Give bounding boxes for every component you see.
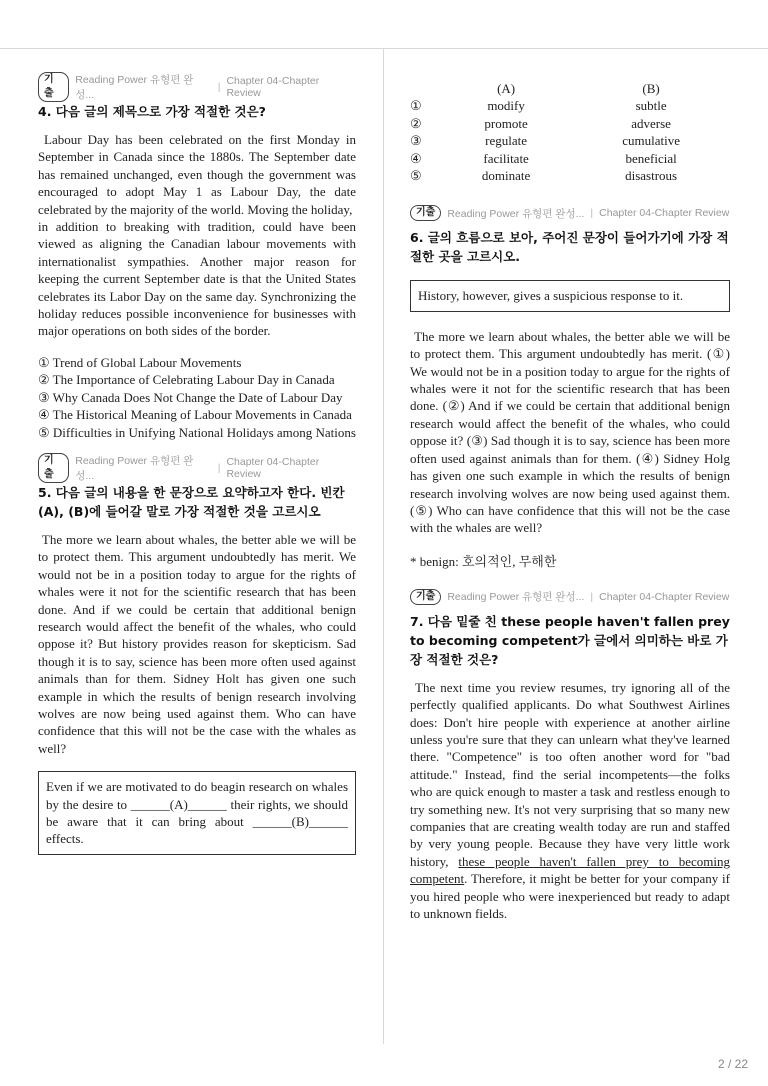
given-sentence-box: History, however, gives a suspicious response to it.	[410, 280, 730, 311]
choice-number: ③	[410, 133, 422, 149]
source-tag	[410, 588, 730, 606]
question-4	[38, 74, 357, 441]
passage	[38, 531, 356, 757]
choice-b: subtle	[635, 98, 667, 114]
passage	[38, 131, 356, 340]
right-column	[410, 78, 730, 936]
chapter-label: Chapter 04-Chapter Review	[599, 207, 730, 220]
column-a-header: (A)	[497, 81, 516, 96]
choice-a: regulate	[485, 133, 528, 149]
question-6	[410, 204, 730, 569]
option-5[interactable]: ⑤ Difficulties in Unifying National Holidays among Nations	[38, 424, 356, 440]
choice-row[interactable]	[410, 150, 730, 167]
chapter-label: Chapter 04-Chapter Review	[599, 590, 730, 603]
chapter-label: Chapter 04-Chapter Review	[226, 455, 320, 480]
source-tag	[38, 74, 356, 101]
passage	[410, 328, 730, 537]
passage-text-cont: in addition to breaking with tradition, could have been viewed as aligning the Canadian labour movements with internationalist sympathies. Another major reason for keeping the current September date is that the United States celebrates its Labor Day on the same day. Synchronizing the holiday reduces possible inconvenience for businesses with major operations on both sides of the border.	[38, 219, 356, 339]
column-b-header: (B)	[642, 81, 660, 96]
choice-b: disastrous	[625, 168, 678, 184]
choice-a: facilitate	[483, 150, 529, 166]
column-divider	[383, 49, 384, 1044]
passage	[410, 679, 730, 923]
source-label: Reading Power 유형편 완성...	[447, 207, 585, 220]
option-1[interactable]: ① Trend of Global Labour Movements	[38, 354, 242, 370]
tag-separator: |	[590, 207, 594, 220]
choice-row[interactable]	[410, 132, 730, 149]
source-label: Reading Power 유형편 완성...	[75, 74, 194, 101]
question-title: 7. 다음 밑줄 친 these people haven't fallen prey to becoming competent가 글에서 의미하는 바로 가장 적절한 것은?	[410, 613, 730, 667]
exam-badge: 기출	[410, 205, 441, 221]
choice-number: ④	[410, 150, 422, 166]
choice-row[interactable]	[410, 167, 730, 184]
choice-b: beneficial	[625, 150, 677, 166]
passage-text: The next time you review resumes, try ignoring all of the perfectly qualified applicants. Do what Southwest Airlines does: Don't hire people with experience at another airline unless you're sure that they can unlearn what they've learned there. "Competence" is too often another word for "bad attitude." Instead, find the serial incompetents—the folks who are quick enough to master a task and restless enough to try something new. It's not very surprising that so many new companies that are creating wealth today are run and staffed by very young people. Because they have very little work history,	[410, 679, 731, 869]
underlined-phrase: these people haven't fallen prey to becoming competent	[410, 853, 730, 887]
tag-separator: |	[590, 590, 594, 603]
passage-text: Labour Day has been celebrated on the first Monday in September in Canada since the 1880s. The September date has remained unchanged, even though the government was encouraged to adopt May 1 as Labour Day, the date celebrated by the majority of the world. Moving the holiday,	[38, 132, 357, 217]
summary-box: Even if we are motivated to do beagin research on whales by the desire to ______(A)______ their rights, we should be aware that it can bring about ______(B)______ effects.	[38, 771, 356, 855]
option-4[interactable]: ④ The Historical Meaning of Labour Movements in Canada	[38, 407, 352, 423]
vocab-note: * benign: 호의적인, 무해한	[410, 553, 557, 569]
question-5-choices	[410, 80, 730, 184]
choice-table	[410, 80, 730, 184]
header-rule	[0, 48, 768, 49]
choice-b: adverse	[631, 115, 671, 131]
choice-a: promote	[484, 115, 528, 131]
source-tag	[410, 204, 730, 222]
exam-badge: 기출	[38, 453, 69, 483]
choice-number: ⑤	[410, 168, 422, 184]
page-number: 2 / 22	[717, 1057, 748, 1071]
passage-text: The more we learn about whales, the better able we will be to protect them. This argument undoubtedly has merit. (①) We would not be in a position today to argue for the rights of whales were it not for the scientific research that has been done. (②) And if we could be certain that additional benign research would affect the benefit of the whales, who could oppose it? (③) Sad though it is to say, science has been more often used against animals than for them. (④) Sidney Holg has given one such example in which the results of benign research involving wolves are now being used against them. (⑤) Who can have confidence that this will not be the case with the whales are well?	[410, 328, 730, 536]
choice-a: dominate	[481, 168, 531, 184]
question-7	[410, 588, 730, 923]
question-title: 5. 다음 글의 내용을 한 문장으로 요약하고자 한다. 빈칸 (A), (B)에 들어갈 말로 가장 적절한 것을 고르시오	[38, 484, 345, 519]
question-5	[38, 454, 357, 855]
option-3[interactable]: ③ Why Canada Does Not Change the Date of Labour Day	[38, 389, 343, 405]
choice-row[interactable]	[410, 97, 730, 114]
left-column	[38, 74, 357, 869]
answer-options	[38, 354, 356, 441]
choice-row[interactable]	[410, 115, 730, 132]
exam-badge: 기출	[38, 72, 69, 102]
source-label: Reading Power 유형편 완성...	[447, 591, 585, 604]
tag-separator: |	[217, 81, 221, 93]
tag-separator: |	[217, 461, 221, 474]
source-label: Reading Power 유형편 완성...	[75, 454, 194, 482]
question-title: 6. 글의 흐름으로 보아, 주어진 문장이 들어가기에 가장 적절한 곳을 고르시오.	[410, 230, 729, 265]
exam-badge: 기출	[410, 589, 441, 605]
choice-a: modify	[487, 98, 525, 114]
question-title: 4. 다음 글의 제목으로 가장 적절한 것은?	[38, 104, 266, 119]
passage-text: The more we learn about whales, the better able we will be to protect them. This argument undoubtedly has merit. We would not be in a position today to argue for the rights of whales were it not for the scientific research that has been done. And if we could be certain that additional benign research would affect the benefit of the whales, who could oppose it? But history provides reason for skepticism. Sad though it is to say, science has been more often used against animals than for them. Sidney Holt has given one such example in which the results of benign research involving wolves are now being used against them. Who can have confidence that this will not be the case with the whales as well?	[38, 531, 357, 756]
passage-text-end: . Therefore, it might be better for your company if you hired people who were inexperienced but ready to adapt to unknown fields.	[410, 871, 730, 921]
choice-number: ②	[410, 115, 422, 131]
choice-number: ①	[410, 98, 422, 114]
choice-header	[410, 80, 730, 97]
source-tag	[38, 454, 356, 482]
option-2[interactable]: ② The Importance of Celebrating Labour Day in Canada	[38, 372, 335, 388]
choice-b: cumulative	[622, 133, 680, 149]
chapter-label: Chapter 04-Chapter Review	[226, 75, 320, 99]
